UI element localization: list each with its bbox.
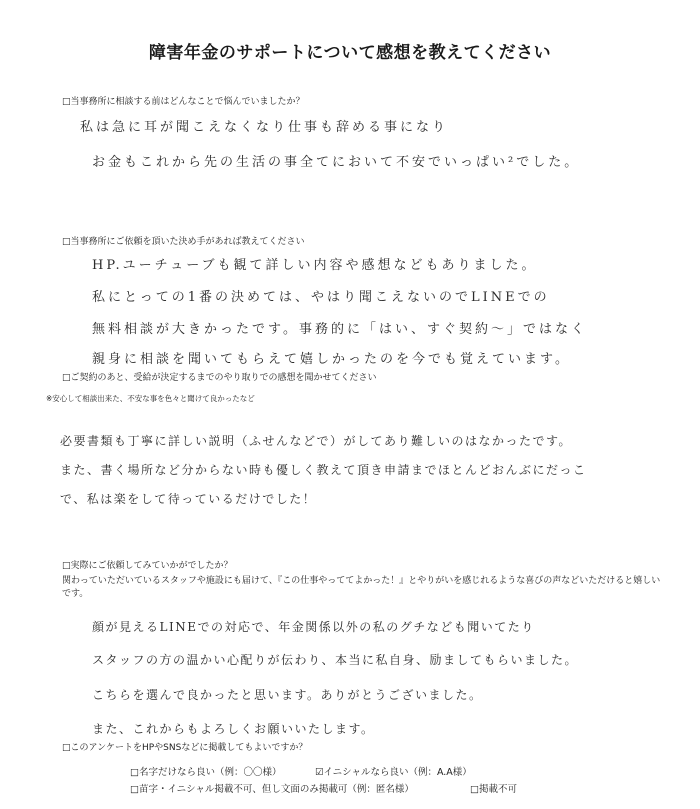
question-overall: □実際にご依頼してみていかがでしたか？ bbox=[62, 561, 233, 571]
question-description: 関わっていただいているスタッフや施設にも届けて、『この仕事やっててよかった！』とやりがいを感じれるような喜びの声などいただけると嬉しいです。 bbox=[62, 576, 661, 599]
answer-line: 親身に相談を聞いてもらえて嬉しかったのを今でも覚えています。 bbox=[92, 352, 571, 367]
answer-line: スタッフの方の温かい心配りが伝わり、本当に私自身、励ましてもらいました。 bbox=[92, 653, 579, 667]
answer-line: こちらを選んで良かったと思います。ありがとうございました。 bbox=[92, 688, 483, 702]
answer-line: HP.ユーチューブも観て詳しい内容や感想などもありました。 bbox=[92, 258, 538, 273]
question-note: ※安心して相談出来た、不安な事を色々と聞けて良かったなど bbox=[46, 394, 255, 403]
option-initials-ok[interactable]: ☑イニシャルなら良い（例：A.A様） bbox=[315, 767, 472, 778]
question-deciding-factor: □当事務所にご依頼を頂いた決め手があれば教えてください bbox=[62, 237, 305, 247]
answer-line: 私は急に耳が聞こえなくなり仕事も辞める事になり bbox=[80, 120, 449, 135]
answer-line: 私にとっての1番の決めては、やはり聞こえないのでLINEでの bbox=[92, 290, 550, 305]
answer-line: 顔が見えるLINEでの対応で、年金関係以外の私のグチなども聞いてたり bbox=[92, 620, 535, 634]
option-not-allowed[interactable]: □掲載不可 bbox=[470, 784, 517, 795]
answer-line: お金もこれから先の生活の事全てにおいて不安でいっぱい²でした。 bbox=[92, 155, 581, 170]
answer-line: 必要書類も丁寧に詳しい説明（ふせんなどで）がしてあり難しいのはなかったです。 bbox=[60, 434, 573, 448]
option-text-only[interactable]: □苗字・イニシャル掲載不可、但し文面のみ掲載可（例：匿名様） bbox=[130, 784, 414, 795]
answer-line: また、書く場所など分からない時も優しく教えて頂き申請までほとんどおんぶにだっこ bbox=[60, 463, 587, 477]
question-consent: □このアンケートをHPやSNSなどに掲載してもよいですか？ bbox=[62, 743, 308, 753]
answer-line: また、これからもよろしくお願いいたします。 bbox=[92, 722, 375, 736]
option-surname-only[interactable]: □名字だけなら良い（例：〇〇様） bbox=[130, 767, 282, 778]
page-title: 障害年金のサポートについて感想を教えてください bbox=[148, 43, 552, 63]
question-worries: □当事務所に相談する前はどんなことで悩んでいましたか？ bbox=[62, 97, 305, 107]
answer-line: 無料相談が大きかったです。事務的に「はい、すぐ契約〜」ではなく bbox=[92, 322, 587, 337]
answer-line: で、私は楽をして待っているだけでした！ bbox=[60, 492, 317, 506]
question-after-contract: □ご契約のあと、受給が決定するまでのやり取りでの感想を聞かせてください bbox=[62, 373, 377, 383]
